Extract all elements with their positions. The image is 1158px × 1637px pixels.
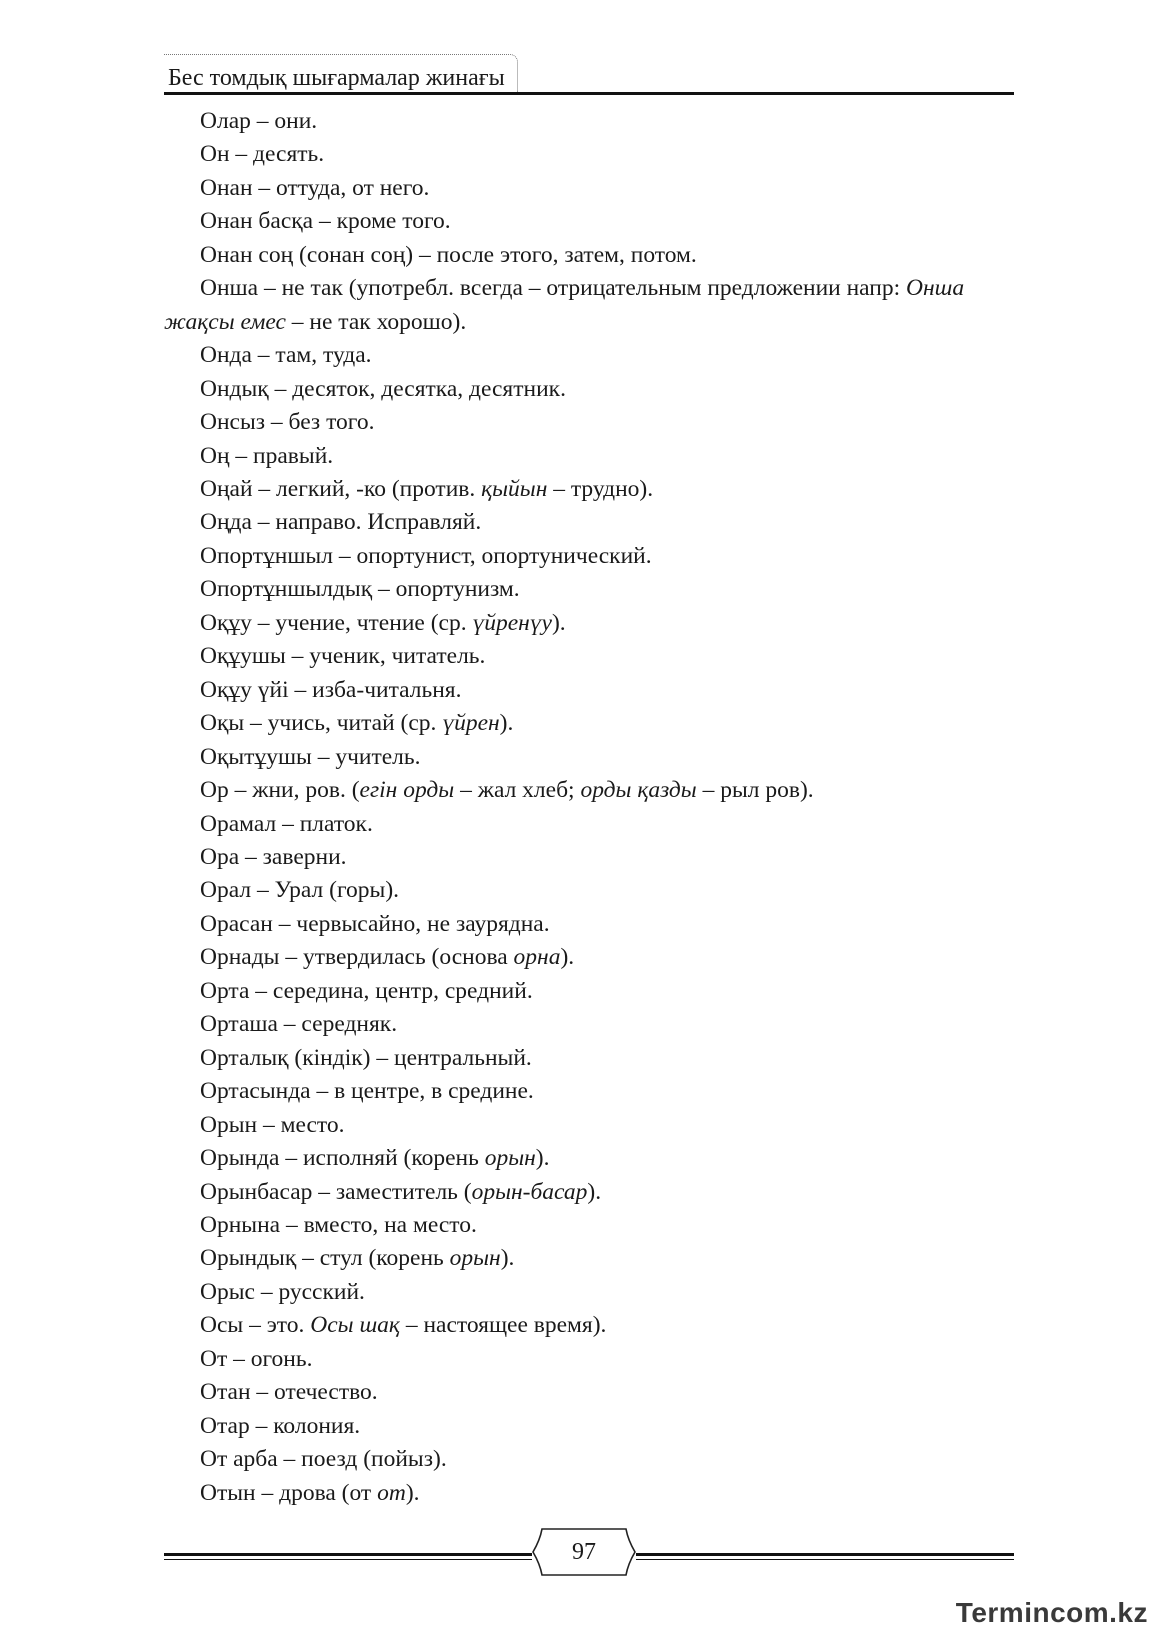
dictionary-entry xyxy=(164,1242,1014,1275)
entry-text: ). xyxy=(560,944,575,971)
entry-text: Опортұншылдық – опортунизм. xyxy=(200,576,520,603)
entry-text: Отын – дрова (от xyxy=(200,1479,378,1506)
entry-text: Оқұу үйі – изба-читальня. xyxy=(200,676,462,703)
dictionary-entry xyxy=(164,339,1014,372)
dictionary-entry xyxy=(164,1309,1014,1342)
entry-text: Онда – там, туда. xyxy=(200,342,372,369)
entry-example-italic: от xyxy=(377,1479,406,1506)
entry-text: Ор – жни, ров. ( xyxy=(200,777,360,804)
entry-text: От – огонь. xyxy=(200,1345,313,1372)
entry-text: Онан соң (сонан соң) – после этого, затем, потом. xyxy=(200,241,697,268)
dictionary-entry xyxy=(164,640,1014,673)
entry-text: Орнына – вместо, на место. xyxy=(200,1211,477,1238)
entry-text: Орында – исполняй (корень xyxy=(200,1145,485,1172)
entry-text: – трудно). xyxy=(547,475,654,502)
dictionary-entry xyxy=(164,1075,1014,1108)
dictionary-entry xyxy=(164,975,1014,1008)
dictionary-entry xyxy=(164,138,1014,171)
entry-text: Орындық – стул (корень xyxy=(200,1245,450,1272)
entry-text: Орын – место. xyxy=(200,1111,345,1138)
dictionary-entries xyxy=(164,105,1014,1510)
dictionary-entry xyxy=(164,205,1014,238)
entry-text: Ондық – десяток, десятка, десятник. xyxy=(200,375,566,402)
entry-text: Орамал – платок. xyxy=(200,810,373,837)
entry-example-italic: үйрен xyxy=(442,710,500,737)
entry-example-italic: орна xyxy=(513,944,561,971)
entry-text: Оқұу – учение, чтение (ср. xyxy=(200,609,473,636)
entry-text: Орта – середина, центр, средний. xyxy=(200,977,533,1004)
entry-text: – не так хорошо). xyxy=(285,308,467,335)
entry-text: Орыс – русский. xyxy=(200,1278,365,1305)
entry-text: Опортұншыл – опортунист, опортунический. xyxy=(200,542,652,569)
dictionary-entry xyxy=(164,573,1014,606)
entry-text: Оқұушы – ученик, читатель. xyxy=(200,643,486,670)
entry-example-italic: орды қазды xyxy=(580,777,697,804)
entry-text: Орал – Урал (горы). xyxy=(200,877,400,904)
entry-text: Олар – они. xyxy=(200,108,318,134)
page-number: 97 xyxy=(572,1539,596,1565)
dictionary-entry xyxy=(164,874,1014,907)
dictionary-entry xyxy=(164,473,1014,506)
dictionary-entry xyxy=(164,808,1014,841)
entry-example-italic: үйренүу xyxy=(472,609,552,636)
dictionary-entry xyxy=(164,1410,1014,1443)
entry-text: Онша – не так (употребл. всегда – отрицательным предложении напр: xyxy=(200,275,907,302)
running-header xyxy=(164,54,1014,94)
entry-example-italic: Осы шақ xyxy=(310,1312,400,1339)
dictionary-entry xyxy=(164,908,1014,941)
entry-text: – рыл ров). xyxy=(696,777,814,804)
dictionary-entry xyxy=(164,1176,1014,1209)
entry-text: Оңай – легкий, -ко (против. xyxy=(200,475,482,502)
entry-text: Отан – отечество. xyxy=(200,1379,378,1406)
entry-text: Онан – оттуда, от него. xyxy=(200,174,430,201)
entry-text: Орташа – середняк. xyxy=(200,1011,398,1038)
entry-text: Оқытұушы – учитель. xyxy=(200,743,421,770)
entry-text: Отар – колония. xyxy=(200,1412,361,1439)
entry-example-italic: Онша жақсы емес xyxy=(164,275,965,335)
dictionary-entry xyxy=(164,1443,1014,1476)
entry-text: Онан басқа – кроме того. xyxy=(200,208,451,235)
dictionary-entry xyxy=(164,1276,1014,1309)
entry-text: ). xyxy=(405,1479,420,1506)
dictionary-entry xyxy=(164,741,1014,774)
dictionary-entry xyxy=(164,172,1014,205)
entry-example-italic: қыйын xyxy=(481,475,548,502)
entry-text: Оң – правый. xyxy=(200,442,334,469)
entry-text: Осы – это. xyxy=(200,1312,311,1339)
dictionary-entry xyxy=(164,1008,1014,1041)
dictionary-entry xyxy=(164,1109,1014,1142)
dictionary-entry xyxy=(164,540,1014,573)
entry-text: ). xyxy=(551,609,566,636)
entry-example-italic: орын xyxy=(449,1245,501,1272)
dictionary-entry xyxy=(164,1477,1014,1510)
entry-text: – настоящее время). xyxy=(399,1312,607,1339)
watermark-logo xyxy=(933,1593,1148,1633)
entry-text: Ора – заверни. xyxy=(200,843,347,870)
entry-text: ). xyxy=(499,710,514,737)
dictionary-entry xyxy=(164,1209,1014,1242)
dictionary-entry xyxy=(164,1042,1014,1075)
dictionary-entry xyxy=(164,607,1014,640)
entry-text: Орнады – утвердилась (основа xyxy=(200,944,514,971)
dictionary-entry xyxy=(164,1343,1014,1376)
entry-example-italic: егін орды xyxy=(359,777,455,804)
watermark-text: Termincom.kz xyxy=(955,1597,1148,1628)
entry-text: Орасан – червысайно, не заурядна. xyxy=(200,910,550,937)
dictionary-entry xyxy=(164,1376,1014,1409)
entry-text: Он – десять. xyxy=(200,141,325,168)
entry-text: ). xyxy=(535,1145,550,1172)
entry-text: ). xyxy=(500,1245,515,1272)
entry-text: Орынбасар – заместитель ( xyxy=(200,1178,472,1205)
dictionary-entry xyxy=(164,239,1014,272)
entry-text: Ортасында – в центре, в средине. xyxy=(200,1078,534,1105)
dictionary-entry xyxy=(164,674,1014,707)
entry-example-italic: орын-басар xyxy=(471,1178,588,1205)
entry-text: От арба – поезд (пойыз). xyxy=(200,1446,447,1473)
dictionary-entry xyxy=(164,406,1014,439)
header-tab xyxy=(164,54,518,92)
entry-text: Оқы – учись, читай (ср. xyxy=(200,710,443,737)
header-title: Бес томдық шығармалар жинағы xyxy=(168,65,505,91)
entry-text: Онсыз – без того. xyxy=(200,409,375,436)
dictionary-entry xyxy=(164,841,1014,874)
dictionary-entry xyxy=(164,440,1014,473)
dictionary-entry xyxy=(164,707,1014,740)
entry-example-italic: орын xyxy=(484,1145,536,1172)
dictionary-entry xyxy=(164,774,1014,807)
dictionary-entry xyxy=(164,373,1014,406)
dictionary-entry xyxy=(164,272,1014,339)
dictionary-entry xyxy=(164,1142,1014,1175)
entry-text: – жал хлеб; xyxy=(454,777,581,804)
entry-text: ). xyxy=(587,1178,602,1205)
page-footer xyxy=(164,1527,1014,1587)
page-number-frame xyxy=(532,1528,636,1576)
dictionary-entry xyxy=(164,506,1014,539)
header-rule xyxy=(164,92,1014,95)
entry-text: Оңда – направо. Исправляй. xyxy=(200,509,482,536)
entry-text: Орталық (кіндік) – центральный. xyxy=(200,1044,532,1071)
dictionary-entry xyxy=(164,105,1014,138)
dictionary-entry xyxy=(164,941,1014,974)
